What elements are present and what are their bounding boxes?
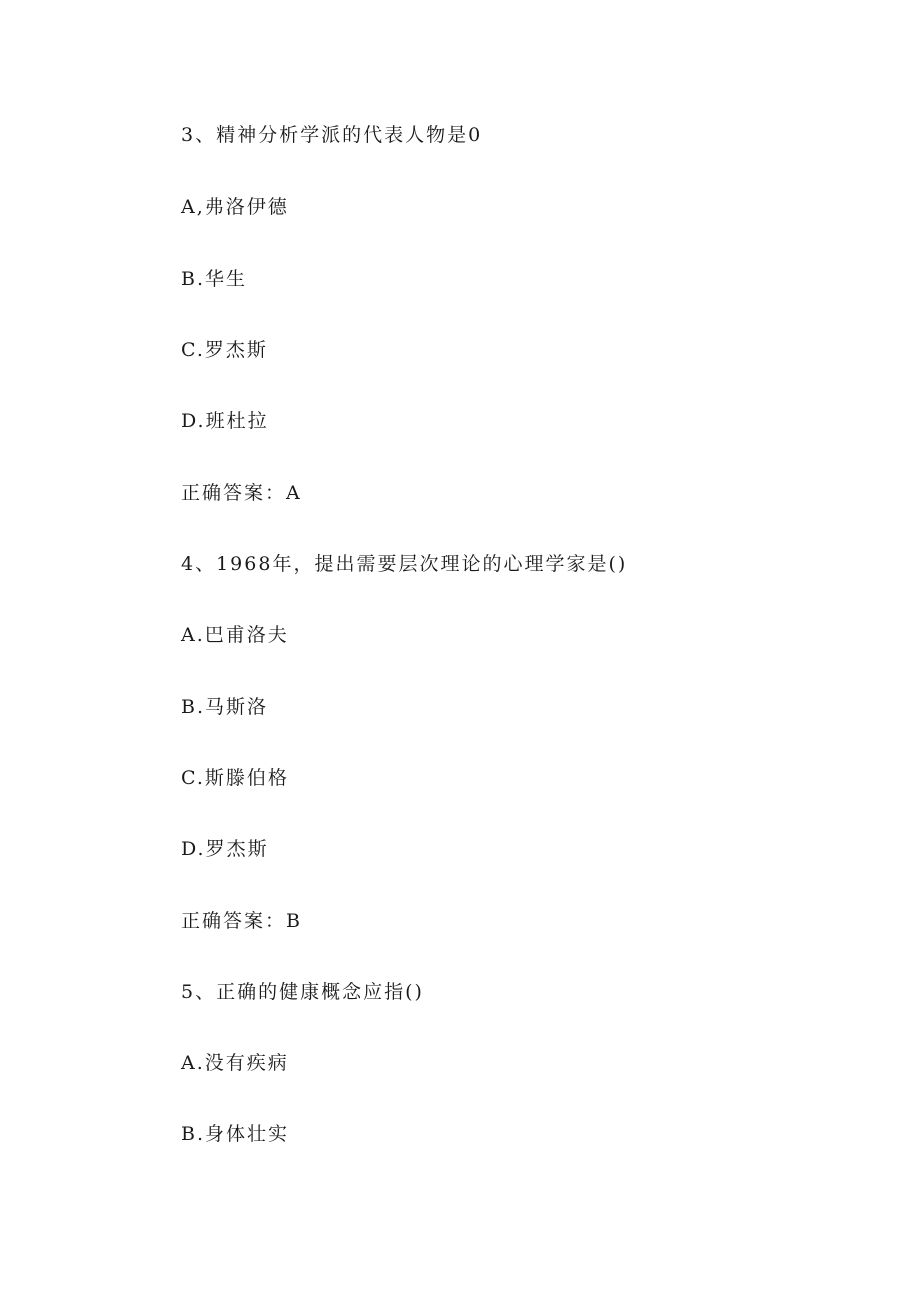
- question-3-option-c: C.罗杰斯: [181, 339, 268, 361]
- question-4-text: 4、1968年，提出需要层次理论的心理学家是(): [181, 553, 628, 575]
- question-4-option-c: C.斯滕伯格: [181, 767, 289, 789]
- question-4-option-a: A.巴甫洛夫: [181, 624, 289, 646]
- question-5-text: 5、正确的健康概念应指(): [181, 981, 424, 1003]
- question-5-option-a: A.没有疾病: [181, 1052, 289, 1074]
- question-4-option-d: D.罗杰斯: [181, 838, 269, 860]
- question-3-answer: 正确答案：A: [181, 482, 302, 504]
- question-3-text: 3、精神分析学派的代表人物是0: [181, 124, 483, 146]
- question-4-option-b: B.马斯洛: [181, 696, 269, 718]
- question-3-option-a: A,弗洛伊德: [181, 196, 289, 218]
- question-3-option-d: D.班杜拉: [181, 410, 269, 432]
- question-3-option-b: B.华生: [181, 268, 248, 290]
- question-5-option-b: B.身体壮实: [181, 1123, 290, 1145]
- question-4-answer: 正确答案：B: [181, 910, 302, 932]
